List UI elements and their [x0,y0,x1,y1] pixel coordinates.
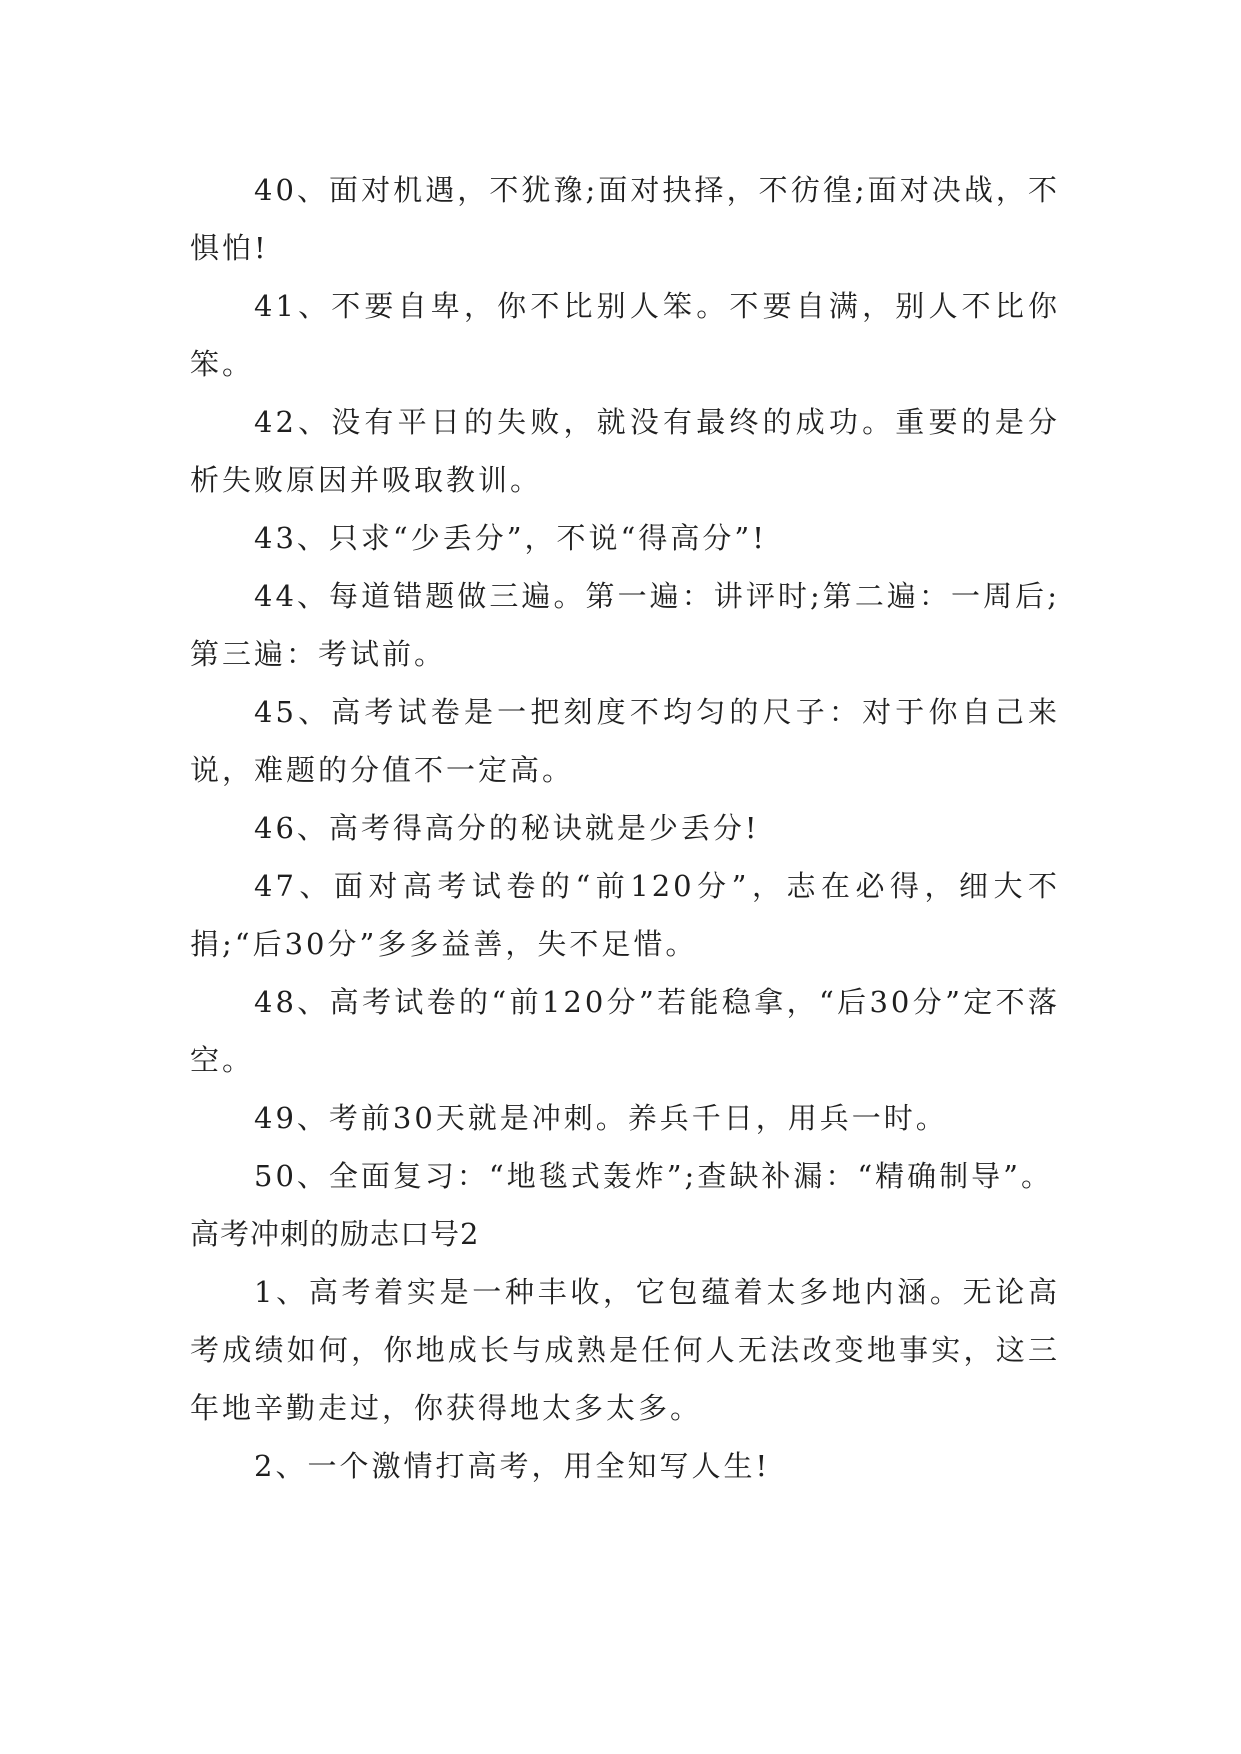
paragraph-49: 49、考前30天就是冲刺。养兵千日，用兵一时。 [254,1101,948,1135]
paragraph-42: 42、没有平日的失败，就没有最终的成功。重要的是分析失败原因并吸取教训。 [190,405,1060,497]
document-body [190,161,1060,1495]
paragraph-47: 47、面对高考试卷的“前120分”，志在必得，细大不捐;“后30分”多多益善，失不足惜。 [190,869,1060,961]
paragraph-40: 40、面对机遇，不犹豫;面对抉择，不彷徨;面对决战，不惧怕! [190,173,1060,265]
paragraph-50: 50、全面复习：“地毯式轰炸”;查缺补漏：“精确制导”。 [254,1159,1053,1193]
paragraph-44: 44、每道错题做三遍。第一遍：讲评时;第二遍：一周后;第三遍：考试前。 [190,579,1060,671]
paragraph-2: 2、一个激情打高考，用全知写人生! [254,1449,771,1483]
paragraph-41: 41、不要自卑，你不比别人笨。不要自满，别人不比你笨。 [190,289,1060,381]
paragraph-45: 45、高考试卷是一把刻度不均匀的尺子：对于你自己来说，难题的分值不一定高。 [190,695,1060,787]
paragraph-46: 46、高考得高分的秘诀就是少丢分! [254,811,760,845]
paragraph-48: 48、高考试卷的“前120分”若能稳拿，“后30分”定不落空。 [190,985,1060,1077]
section-heading: 高考冲刺的励志口号2 [190,1217,480,1251]
paragraph-1: 1、高考着实是一种丰收，它包蕴着太多地内涵。无论高考成绩如何，你地成长与成熟是任何人无法改变地事实，这三年地辛勤走过，你获得地太多太多。 [190,1275,1060,1425]
paragraph-43: 43、只求“少丢分”，不说“得高分”! [254,521,767,555]
